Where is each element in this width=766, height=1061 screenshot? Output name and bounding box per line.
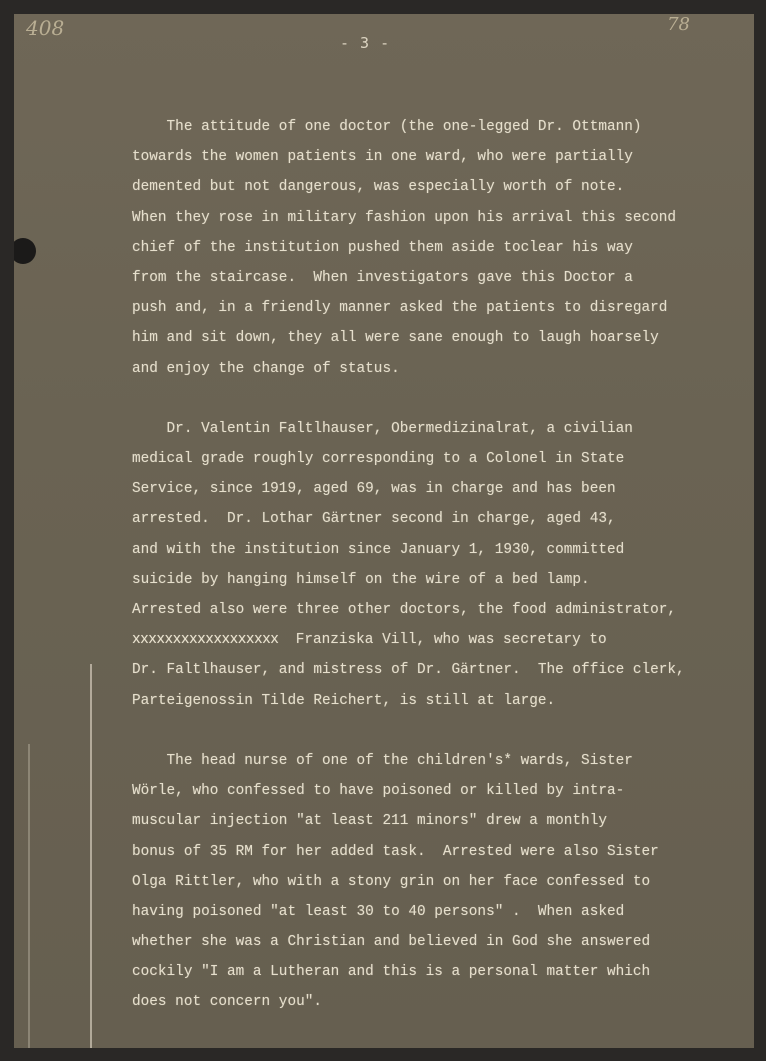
text-line: push and, in a friendly manner asked the patients to disregard	[132, 300, 668, 317]
text-line: whether she was a Christian and believed in God she answered	[132, 934, 651, 951]
text-line: medical grade roughly corresponding to a Colonel in State	[132, 451, 625, 468]
text-line: from the staircase. When investigators gave this Doctor a	[132, 269, 633, 286]
text-line: demented but not dangerous, was especially worth of note.	[132, 179, 625, 196]
text-line: suicide by hanging himself on the wire of a bed lamp.	[132, 571, 590, 588]
typed-text-body	[132, 112, 732, 1018]
text-line: and enjoy the change of status.	[132, 360, 400, 377]
punch-hole	[14, 238, 36, 264]
text-line: Parteigenossin Tilde Reichert, is still at large.	[132, 692, 556, 709]
text-line: bonus of 35 RM for her added task. Arrested were also Sister	[132, 843, 659, 860]
text-line: The attitude of one doctor (the one-legged Dr. Ottmann)	[132, 119, 642, 135]
handwritten-folio-right: 78	[667, 14, 690, 35]
text-line: and with the institution since January 1, 1930, committed	[132, 541, 625, 558]
text-line: cockily "I am a Lutheran and this is a personal matter which	[132, 964, 651, 981]
text-line: Dr. Valentin Faltlhauser, Obermedizinalrat, a civilian	[132, 420, 633, 437]
text-line: Arrested also were three other doctors, the food administrator,	[132, 602, 677, 618]
paragraph-gap	[132, 716, 732, 746]
handwritten-folio-left: 408	[26, 16, 65, 40]
text-line: Service, since 1919, aged 69, was in charge and has been	[132, 481, 616, 498]
paper-edge-mark	[28, 744, 30, 1048]
document-page	[14, 14, 754, 1048]
text-line: him and sit down, they all were sane enough to laugh hoarsely	[132, 330, 659, 347]
text-line-rest: Franziska Vill, who was secretary to	[278, 632, 607, 649]
text-line: towards the women patients in one ward, who were partially	[132, 149, 633, 166]
text-line: Wörle, who confessed to have poisoned or killed by intra-	[132, 783, 625, 800]
text-line: muscular injection "at least 211 minors" drew a monthly	[132, 813, 607, 830]
text-line: Olga Rittler, who with a stony grin on her face confessed to	[132, 873, 651, 890]
paragraph-2	[132, 414, 732, 716]
struck-out-text: xxxxxxxxxxxxxxxxxx	[132, 632, 279, 649]
text-line: The head nurse of one of the children's* wards, Sister	[132, 752, 633, 769]
text-line: Dr. Faltlhauser, and mistress of Dr. Gärtner. The office clerk,	[132, 662, 685, 679]
text-line: arrested. Dr. Lothar Gärtner second in charge, aged 43,	[132, 511, 616, 528]
text-line: does not concern you".	[132, 994, 322, 1011]
paragraph-3	[132, 746, 732, 1018]
page-number: - 3 -	[340, 34, 391, 52]
paper-crease-left	[90, 664, 92, 1048]
paragraph-1	[132, 112, 732, 384]
text-line: having poisoned "at least 30 to 40 persons" . When asked	[132, 903, 625, 920]
paragraph-gap	[132, 384, 732, 414]
text-line: When they rose in military fashion upon his arrival this second	[132, 209, 677, 226]
text-line: chief of the institution pushed them aside toclear his way	[132, 239, 633, 256]
text-line-with-strikeout	[132, 625, 732, 655]
